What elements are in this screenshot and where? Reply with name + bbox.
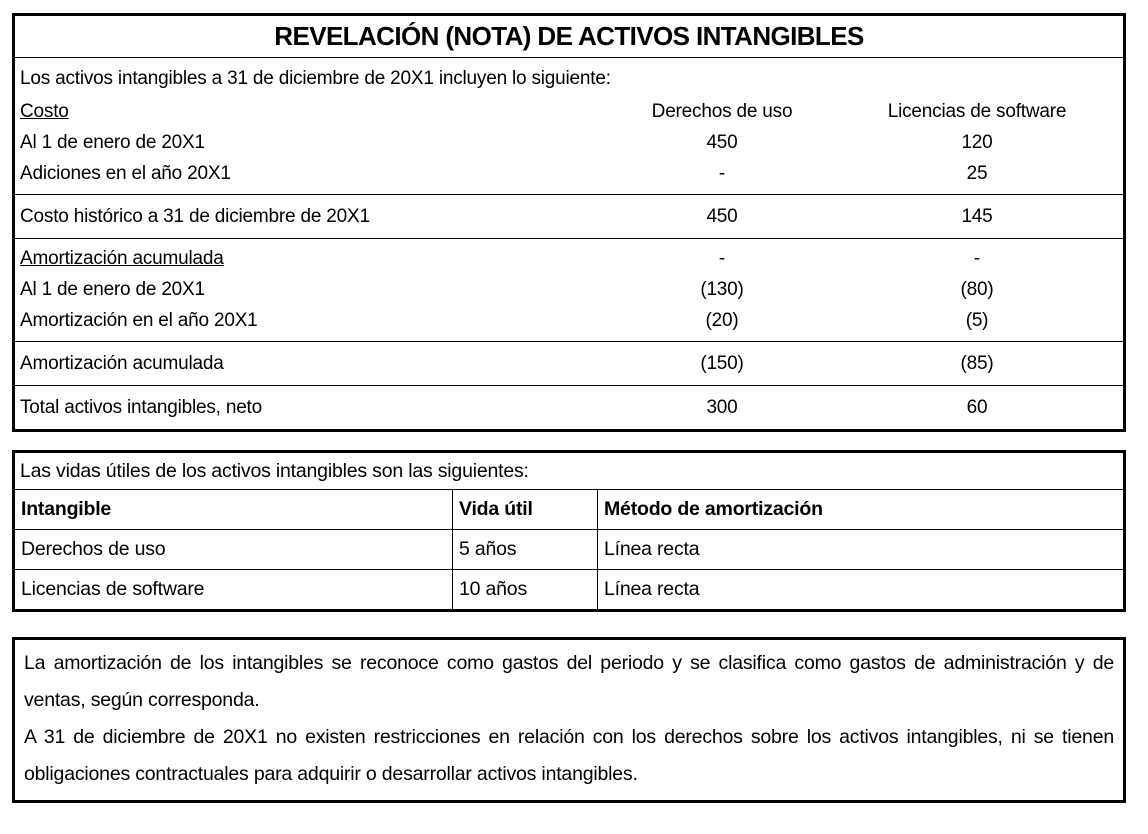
- row-value-licencias: 25: [966, 163, 988, 184]
- row-label: Amortización en el año 20X1: [20, 310, 258, 331]
- row-value-licencias: (80): [960, 279, 994, 300]
- note-title: REVELACIÓN (NOTA) DE ACTIVOS INTANGIBLES: [15, 16, 1123, 58]
- col-header-vida-util: Vida útil: [452, 490, 597, 529]
- cell-intangible: Derechos de uso: [21, 538, 166, 560]
- table-row: [15, 529, 1123, 569]
- row-value-derechos: (150): [700, 353, 744, 374]
- row-value-derechos: (130): [700, 279, 744, 300]
- row-label: Costo histórico a 31 de diciembre de 20X1: [20, 206, 370, 227]
- table-row-subtotal: [15, 194, 1123, 238]
- row-label: Al 1 de enero de 20X1: [20, 279, 205, 300]
- closing-paragraph-1: La amortización de los intangibles se reconoce como gastos del periodo y se clasifica como gastos de administración y de ventas, según corresponda.: [24, 652, 1114, 711]
- row-label: Amortización acumulada: [20, 353, 224, 374]
- closing-notes-box: [12, 637, 1126, 803]
- cell-vida-util: 10 años: [452, 570, 597, 609]
- table-row-section: [15, 238, 1123, 274]
- cell-metodo: Línea recta: [597, 530, 1123, 569]
- cost-table-col1-header: Costo: [20, 101, 69, 122]
- row-value-licencias: (85): [960, 353, 994, 374]
- cell-intangible: Licencias de software: [21, 578, 205, 600]
- row-value-licencias: -: [973, 248, 981, 269]
- row-value-derechos: 450: [706, 132, 738, 153]
- cost-table-header-row: [15, 96, 1123, 127]
- row-label: Adiciones en el año 20X1: [20, 163, 231, 184]
- table-row-subtotal: [15, 341, 1123, 385]
- row-value-derechos: -: [718, 248, 726, 269]
- row-value-derechos: 450: [706, 206, 738, 227]
- row-label: Amortización acumulada: [20, 248, 224, 269]
- row-value-derechos: 300: [706, 397, 738, 418]
- cost-table: [15, 96, 1123, 429]
- table-row: [15, 305, 1123, 341]
- row-value-licencias: (5): [965, 310, 989, 331]
- note-intro-text: Los activos intangibles a 31 de diciembre de 20X1 incluyen lo siguiente:: [20, 68, 611, 89]
- table-row-total: [15, 385, 1123, 429]
- table-row: [15, 569, 1123, 609]
- table-row: [15, 158, 1123, 194]
- cost-table-col2-header: Derechos de uso: [651, 101, 793, 122]
- row-label: Total activos intangibles, neto: [20, 397, 263, 418]
- table-row: [15, 274, 1123, 305]
- row-value-derechos: (20): [705, 310, 739, 331]
- useful-lives-intro: Las vidas útiles de los activos intangibles son las siguientes:: [15, 453, 1123, 490]
- row-value-licencias: 145: [961, 206, 993, 227]
- row-value-derechos: -: [718, 163, 726, 184]
- col-header-intangible: Intangible: [21, 498, 112, 520]
- intangibles-note-box: [12, 13, 1126, 432]
- cost-table-col3-header: Licencias de software: [887, 101, 1067, 122]
- row-value-licencias: 120: [961, 132, 993, 153]
- row-label: Al 1 de enero de 20X1: [20, 132, 205, 153]
- col-header-metodo: Método de amortización: [597, 490, 1123, 529]
- useful-lives-box: [12, 450, 1126, 612]
- document-page: [0, 13, 1148, 803]
- closing-paragraph-2: A 31 de diciembre de 20X1 no existen restricciones en relación con los derechos sobre los activos intangibles, ni se tienen obligaciones contractuales para adquirir o desarrollar activos intangibles.: [24, 726, 1114, 785]
- cell-vida-util: 5 años: [452, 530, 597, 569]
- useful-lives-header-row: [15, 490, 1123, 529]
- cell-metodo: Línea recta: [597, 570, 1123, 609]
- row-value-licencias: 60: [966, 397, 988, 418]
- table-row: [15, 127, 1123, 158]
